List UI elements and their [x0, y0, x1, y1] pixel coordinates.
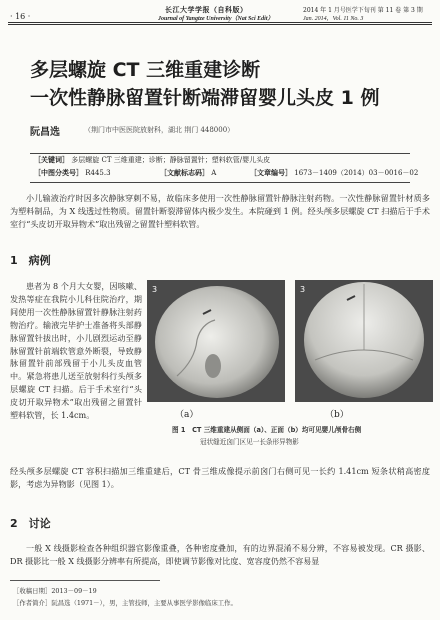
skull-lateral-illustration — [147, 280, 285, 402]
header-rule-secondary — [8, 24, 432, 25]
issue-info-cn: 2014 年 1 月号医学下旬刊 第 11 卷 第 3 期 — [303, 7, 423, 14]
keywords — [34, 155, 270, 165]
ct-image-lateral — [147, 280, 285, 402]
article-title-line1: 多层螺旋 CT 三维重建诊断 — [30, 59, 261, 81]
author-bio: ［作者简介］阮昌选（1971－），男，主管技师，主要从事医学影像临床工作。 — [13, 599, 237, 607]
classification — [34, 168, 111, 178]
article-number-value: 1673－1409（2014）03－0016－02 — [294, 169, 419, 177]
issue-info-en: Jan. 2014，Vol. 11 No. 3 — [303, 16, 364, 22]
keywords-label: ［关键词］ — [34, 156, 69, 164]
case-ct-paragraph: 经头颅多层螺旋 CT 容积扫描加三维重建后，CT 骨三维成像提示前囟门右侧可见一长约 1.41cm 短条状稍高密度影，考虑为异物影（见图 1）。 — [10, 466, 430, 490]
section-heading-discussion: 2 讨论 — [10, 517, 51, 530]
article-title-line2: 一次性静脉留置针断端滞留婴儿头皮 1 例 — [30, 87, 380, 109]
author-affiliation: （荆门市中医医院放射科，湖北 荆门 448000） — [84, 126, 235, 134]
header-rule — [8, 22, 432, 23]
article-number-label: ［文章编号］ — [250, 169, 292, 177]
journal-title-cn: 长江大学学报（自科版） — [165, 5, 248, 14]
received-date: ［收稿日期］2013－09－19 — [13, 587, 97, 595]
keywords-value: 多层螺旋 CT 三维重建；诊断；静脉留置针；塑料软管/婴儿头皮 — [71, 156, 271, 164]
subfigure-a-label: （a） — [175, 410, 199, 420]
subfigure-b-label: （b） — [325, 410, 349, 420]
figure-b-number: 3 — [300, 285, 306, 294]
footnote-rule — [10, 580, 160, 581]
ct-image-frontal — [295, 280, 433, 402]
journal-title-en: Journal of Yangtze University（Nat Sci Edit） — [158, 16, 274, 22]
figure-caption-line1: 图 1 CT 三维重建从侧面（a）、正面（b）均可见婴儿颅骨右侧 — [172, 426, 362, 434]
classification-value: R445.3 — [85, 169, 111, 177]
intro-paragraph: 小儿输液治疗时因多次静脉穿刺不易，故临床多使用一次性静脉留置针静脉注射药物。一次性静脉留置针材质多为塑料制品，为 X 线透过性物质。留置针断裂滞留体内极少发生。本院碰到 1 例。经头颅多层螺旋 CT 扫描后于手术室行“头皮切开取异物术”取出残留之留置针塑料软管。 — [10, 193, 430, 230]
section-heading-case: 1 病例 — [10, 254, 51, 267]
document-code — [160, 168, 216, 178]
skull-frontal-illustration — [295, 280, 433, 402]
discussion-paragraph: 一般 X 线摄影检查各种组织器官影像重叠，各种密度叠加，有的边界混淆不易分辨，不容易被发现。CR 摄影、DR 摄影比一般 X 线摄影分辨率有所提高，即使调节影像对比度、宽容度仍然不容易显 — [10, 543, 430, 567]
case-paragraph: 患者为 8 个月大女婴，因咳嗽、发热等症在我院小儿科住院治疗，期间使用一次性静脉留置针静脉注射药物治疗。输液完毕护士准备将头部静脉留置针拔出时，小儿剧烈运动至静脉留置针前端软管意外断裂，导致静脉留置针前部残留于小儿头皮血管中。紧急将患儿送至放射科行头颅多层螺旋 CT 扫描。后于手术室行“头皮切开取异物术”取出残留之留置针塑料软管，长 1.4cm。 — [10, 281, 142, 421]
author-name: 阮昌选 — [30, 127, 60, 138]
article-number — [250, 168, 418, 178]
figure-a-number: 3 — [152, 285, 158, 294]
figure-caption-line2: 冠状缝近囟门区见一长条形异物影 — [200, 438, 299, 446]
document-code-value: A — [211, 169, 217, 177]
page-number: · 16 · — [10, 12, 31, 21]
classification-label: ［中图分类号］ — [34, 169, 83, 177]
document-code-label: ［文献标志码］ — [160, 169, 209, 177]
